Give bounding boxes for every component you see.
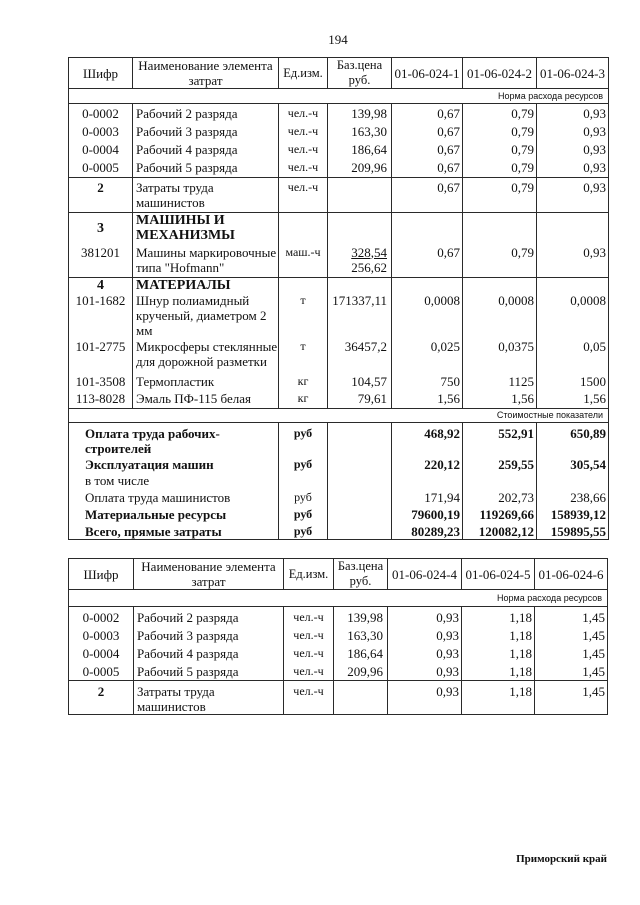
including-label: в том числе [69, 473, 279, 489]
empty-cell [328, 213, 392, 244]
resource-code: 381201 [69, 244, 133, 278]
norm-value: 0,93 [537, 104, 609, 122]
norm-value: 0,93 [388, 607, 462, 626]
resource-unit: кг [279, 372, 328, 390]
norm-value: 750 [392, 372, 463, 390]
table-row [69, 643, 608, 661]
resource-base-price: 186,64 [328, 140, 392, 158]
page-footer-region: Приморский край [516, 853, 607, 865]
resource-code: 0-0002 [69, 104, 133, 122]
empty-cell [537, 278, 609, 294]
table-row [69, 372, 609, 390]
header-col-3: 01-06-024-6 [535, 559, 608, 590]
cost-value: 202,73 [463, 489, 537, 506]
norm-value: 0,93 [537, 140, 609, 158]
resource-table-2 [68, 558, 608, 715]
resource-base-price [334, 680, 388, 714]
cost-row [69, 422, 609, 456]
empty-cell [463, 278, 537, 294]
cost-row [69, 506, 609, 523]
cost-unit: руб [279, 523, 328, 540]
norm-value: 0,0008 [463, 293, 537, 339]
resource-unit: чел.-ч [279, 140, 328, 158]
resource-base-price: 209,96 [328, 158, 392, 178]
resource-code: 0-0005 [69, 158, 133, 178]
norm-value: 1,18 [462, 625, 535, 643]
cost-value: 238,66 [537, 489, 609, 506]
empty-cell [328, 523, 392, 540]
norm-value: 1,18 [462, 661, 535, 680]
norm-value: 1500 [537, 372, 609, 390]
table-row [69, 244, 609, 278]
norm-value: 0,93 [537, 244, 609, 278]
cost-label: Оплата труда машинистов [69, 489, 279, 506]
section-title: МАШИНЫ И МЕХАНИЗМЫ [133, 213, 279, 244]
resource-base-price: 104,57 [328, 372, 392, 390]
table-row [69, 339, 609, 372]
norm-value: 0,0375 [463, 339, 537, 372]
cost-section-row [69, 408, 609, 422]
empty-cell [392, 473, 463, 489]
empty-cell [537, 213, 609, 244]
resource-code: 101-2775 [69, 339, 133, 372]
cost-label: Всего, прямые затраты [69, 523, 279, 540]
cost-value: 159895,55 [537, 523, 609, 540]
norm-value: 1,18 [462, 643, 535, 661]
norm-value: 0,0008 [537, 293, 609, 339]
table-row [69, 158, 609, 178]
cost-value: 220,12 [392, 456, 463, 473]
resource-base-price: 209,96 [334, 661, 388, 680]
header-unit: Ед.изм. [284, 559, 334, 590]
cost-value: 120082,12 [463, 523, 537, 540]
table-row [69, 122, 609, 140]
header-col-1: 01-06-024-1 [392, 58, 463, 89]
empty-cell [279, 278, 328, 294]
resource-table-1 [68, 57, 609, 540]
resource-base-price: 139,98 [328, 104, 392, 122]
cost-value: 119269,66 [463, 506, 537, 523]
cost-label: Материальные ресурсы [69, 506, 279, 523]
resource-code: 0-0004 [69, 643, 134, 661]
resource-name: Машины маркировочные типа "Hofmann" [133, 244, 279, 278]
resource-name: Затраты труда машинистов [134, 680, 284, 714]
cost-value: 80289,23 [392, 523, 463, 540]
table-row [69, 661, 608, 680]
resource-name: Термопластик [133, 372, 279, 390]
empty-cell [328, 489, 392, 506]
norm-value: 0,93 [388, 643, 462, 661]
empty-cell [279, 473, 328, 489]
norm-section-label: Норма расхода ресурсов [69, 89, 609, 104]
resource-name: Рабочий 2 разряда [134, 607, 284, 626]
resource-base-price: 139,98 [334, 607, 388, 626]
header-name: Наименование элемента затрат [133, 58, 279, 89]
empty-cell [392, 213, 463, 244]
resource-unit: чел.-ч [279, 158, 328, 178]
page-number: 194 [328, 32, 348, 47]
resource-code: 0-0004 [69, 140, 133, 158]
resource-base-price [328, 178, 392, 213]
empty-cell [537, 473, 609, 489]
resource-unit: чел.-ч [284, 625, 334, 643]
header-code: Шифр [69, 58, 133, 89]
norm-value: 0,67 [392, 140, 463, 158]
cost-value: 259,55 [463, 456, 537, 473]
norm-value: 1,18 [462, 680, 535, 714]
resource-code: 0-0003 [69, 625, 134, 643]
norm-value: 1,45 [535, 661, 608, 680]
resource-unit: чел.-ч [279, 178, 328, 213]
cost-value: 305,54 [537, 456, 609, 473]
norm-value: 0,0008 [392, 293, 463, 339]
norm-value: 1,45 [535, 643, 608, 661]
norm-value: 0,67 [392, 122, 463, 140]
resource-unit: т [279, 293, 328, 339]
table-row [69, 607, 608, 626]
resource-base-price: 163,30 [334, 625, 388, 643]
resource-code: 113-8028 [69, 390, 133, 408]
norm-value: 0,025 [392, 339, 463, 372]
norm-value: 0,93 [388, 625, 462, 643]
cost-row [69, 456, 609, 473]
norm-value: 0,93 [388, 680, 462, 714]
cost-value: 158939,12 [537, 506, 609, 523]
cost-label: Эксплуатация машин [69, 456, 279, 473]
header-col-3: 01-06-024-3 [537, 58, 609, 89]
section-code: 3 [69, 213, 133, 244]
header-base-price: Баз.цена руб. [334, 559, 388, 590]
resource-name: Затраты труда машинистов [133, 178, 279, 213]
norm-value: 0,93 [388, 661, 462, 680]
resource-code: 0-0005 [69, 661, 134, 680]
norm-value: 0,93 [537, 178, 609, 213]
norm-value: 0,67 [392, 158, 463, 178]
table-row [69, 104, 609, 122]
table-row [69, 293, 609, 339]
empty-cell [328, 456, 392, 473]
resource-base-price: 171337,11 [328, 293, 392, 339]
norm-value: 0,67 [392, 178, 463, 213]
cost-value: 171,94 [392, 489, 463, 506]
resource-unit: чел.-ч [279, 122, 328, 140]
table-row [69, 625, 608, 643]
table-row [69, 390, 609, 408]
resource-unit: маш.-ч [279, 244, 328, 278]
table-header-row [69, 58, 609, 89]
header-name: Наименование элемента затрат [134, 559, 284, 590]
resource-base-price: 79,61 [328, 390, 392, 408]
resource-name: Рабочий 5 разряда [134, 661, 284, 680]
resource-name: Микросферы стеклянные для дорожной разметки [133, 339, 279, 372]
resource-code: 101-3508 [69, 372, 133, 390]
resource-unit: чел.-ч [284, 661, 334, 680]
norm-value: 0,05 [537, 339, 609, 372]
resource-name: Рабочий 4 разряда [134, 643, 284, 661]
resource-unit: кг [279, 390, 328, 408]
resource-name: Эмаль ПФ-115 белая [133, 390, 279, 408]
cost-value: 552,91 [463, 422, 537, 456]
cost-section-label: Стоимостные показатели [69, 408, 609, 422]
cost-unit: руб [279, 422, 328, 456]
norm-value: 0,79 [463, 244, 537, 278]
empty-cell [328, 422, 392, 456]
norm-value: 0,79 [463, 158, 537, 178]
norm-value: 1,18 [462, 607, 535, 626]
cost-row [69, 473, 609, 489]
empty-cell [279, 213, 328, 244]
cost-row [69, 489, 609, 506]
cost-unit: руб [279, 489, 328, 506]
header-col-1: 01-06-024-4 [388, 559, 462, 590]
resource-base-price: 186,64 [334, 643, 388, 661]
norm-section-row [69, 590, 608, 607]
operators-labor-row [69, 178, 609, 213]
empty-cell [328, 278, 392, 294]
machines-section-row [69, 213, 609, 244]
norm-value: 0,79 [463, 140, 537, 158]
norm-section-row [69, 89, 609, 104]
cost-value: 468,92 [392, 422, 463, 456]
norm-section-label: Норма расхода ресурсов [69, 590, 608, 607]
resource-name: Рабочий 5 разряда [133, 158, 279, 178]
norm-value: 0,93 [537, 122, 609, 140]
cost-value: 79600,19 [392, 506, 463, 523]
resource-name: Рабочий 4 разряда [133, 140, 279, 158]
base-price-secondary: 256,62 [351, 259, 387, 275]
norm-value: 0,79 [463, 178, 537, 213]
resource-code: 0-0003 [69, 122, 133, 140]
resource-name: Шнур полиамидный крученый, диаметром 2 мм [133, 293, 279, 339]
empty-cell [328, 506, 392, 523]
norm-value: 1,56 [463, 390, 537, 408]
empty-cell [392, 278, 463, 294]
header-code: Шифр [69, 559, 134, 590]
cost-unit: руб [279, 506, 328, 523]
header-col-2: 01-06-024-5 [462, 559, 535, 590]
norm-value: 0,79 [463, 122, 537, 140]
resource-base-price: 36457,2 [328, 339, 392, 372]
table-row [69, 140, 609, 158]
header-unit: Ед.изм. [279, 58, 328, 89]
norm-value: 1125 [463, 372, 537, 390]
resource-name: Рабочий 2 разряда [133, 104, 279, 122]
resource-base-price: 163,30 [328, 122, 392, 140]
materials-section-row [69, 278, 609, 294]
resource-name: Рабочий 3 разряда [133, 122, 279, 140]
norm-value: 1,45 [535, 607, 608, 626]
cost-row-total [69, 523, 609, 540]
norm-value: 0,67 [392, 104, 463, 122]
resource-unit: чел.-ч [284, 680, 334, 714]
resource-name: Рабочий 3 разряда [134, 625, 284, 643]
section-code: 4 [69, 278, 133, 294]
norm-value: 0,67 [392, 244, 463, 278]
section-title: МАТЕРИАЛЫ [133, 278, 279, 294]
resource-code: 0-0002 [69, 607, 134, 626]
norm-value: 1,56 [537, 390, 609, 408]
cost-label: Оплата труда рабочих-строителей [69, 422, 279, 456]
cost-unit: руб [279, 456, 328, 473]
norm-value: 0,79 [463, 104, 537, 122]
norm-value: 1,45 [535, 625, 608, 643]
resource-unit: чел.-ч [284, 607, 334, 626]
resource-unit: чел.-ч [279, 104, 328, 122]
section-code: 2 [69, 178, 133, 213]
header-base-price: Баз.цена руб. [328, 58, 392, 89]
empty-cell [463, 473, 537, 489]
resource-unit: чел.-ч [284, 643, 334, 661]
resource-code: 101-1682 [69, 293, 133, 339]
section-code: 2 [69, 680, 134, 714]
empty-cell [463, 213, 537, 244]
norm-value: 0,93 [537, 158, 609, 178]
norm-value: 1,56 [392, 390, 463, 408]
operators-labor-row [69, 680, 608, 714]
empty-cell [328, 473, 392, 489]
table-header-row [69, 559, 608, 590]
header-col-2: 01-06-024-2 [463, 58, 537, 89]
cost-value: 650,89 [537, 422, 609, 456]
base-price-primary: 328,54 [351, 244, 387, 260]
resource-base-price [328, 244, 392, 278]
norm-value: 1,45 [535, 680, 608, 714]
resource-unit: т [279, 339, 328, 372]
